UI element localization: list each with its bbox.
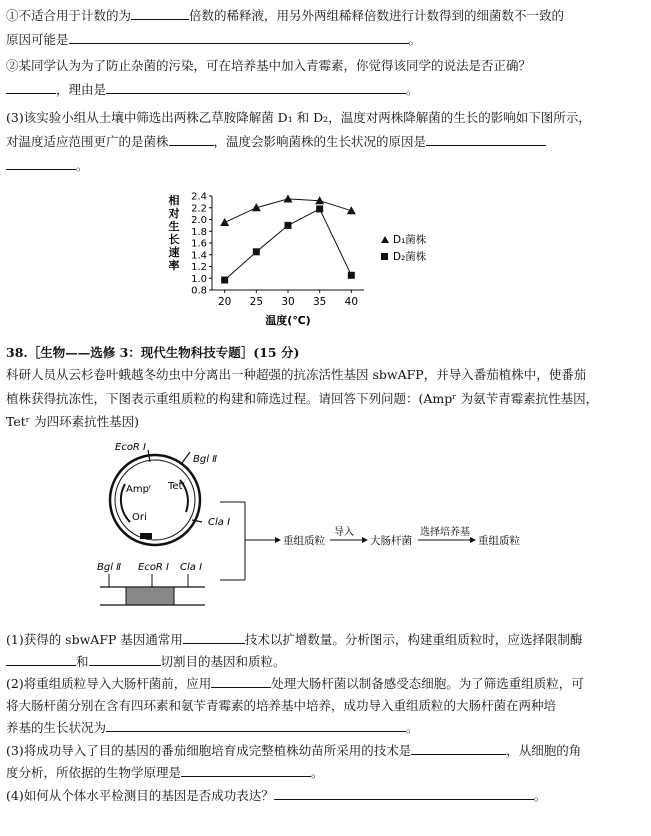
legend-d1-label: D₁菌株 [393,234,427,246]
flow-arrow2-label: 选择培养基 [420,527,470,538]
y-tick-label: 0.8 [191,285,207,297]
y-tick-label: 1.2 [191,262,207,273]
y-label-char: 速 [168,246,180,259]
period: 。 [76,158,89,173]
chart-y-label [168,193,180,272]
q38-intro-2-text: 植株获得抗冻性，下图表示重组质粒的构建和筛选过程。请回答下列问题：(Ampʳ 为氨苄青霉素抗性基因， [6,391,599,406]
blank-principle[interactable] [181,765,311,777]
blank-enzyme-2[interactable] [89,654,161,666]
q38-2-text-b: 处理大肠杆菌以制备感受态细胞。为了筛选重组质粒，可 [271,676,584,691]
q1c-text: (3)该实验小组从土壤中筛选出两株乙草胺降解菌 D₁ 和 D₂，温度对两株降解菌的生长的影响如下图所示， [6,110,591,125]
d1-point [220,218,229,226]
line-q1b [6,58,531,74]
growth-rate-chart [160,190,490,330]
ori-segment [140,533,152,539]
d2-point [285,222,292,229]
q38-4-line1 [6,788,546,804]
arrow-head-0 [275,537,281,543]
y-tick-label: 1.4 [191,250,207,262]
blank-reason-2[interactable] [106,82,406,94]
q38-1-line1 [6,632,582,648]
q1a-reason: 原因可能是 [6,32,69,47]
x-tick-label: 25 [249,296,264,308]
q38-2-line1 [6,676,584,692]
legend-d1-marker [381,236,389,243]
label-bgl-top: Bgl Ⅱ [193,454,218,465]
q38-1-line2 [6,654,286,670]
blank-treatment[interactable] [211,676,271,688]
q38-3-text-c: 度分析，所依据的生物学原理是 [6,765,182,780]
y-tick-label: 1.0 [191,273,207,285]
q38-1-text-d: 切割目的基因和质粒。 [160,654,286,669]
legend-d2-label: D₂菌株 [393,251,427,263]
label-ecori-top: EcoR Ⅰ [115,442,147,453]
q38-3-line1 [6,743,581,759]
site-bgl-tick [182,452,190,463]
line-q1c [6,110,591,126]
blank-growth[interactable] [106,720,406,732]
arrow-head-1 [362,537,368,543]
d2-point [221,277,228,284]
x-tick-label: 30 [281,296,295,308]
flow-recombinant-1: 重组质粒 [283,535,325,547]
y-label-char: 对 [168,207,180,220]
x-tick-label: 40 [344,296,359,308]
line-q1c3 [6,158,89,174]
y-tick-label: 1.6 [191,238,207,250]
period: 。 [533,788,547,803]
q38-2-line3 [6,720,419,736]
chart-x-ticks [218,290,358,308]
q38-1-text-c: 和 [76,654,89,669]
line-q1b-reason [6,82,419,98]
q38-heading [6,345,299,361]
q1b-text: ②某同学认为为了防止杂菌的污染，可在培养基中加入青霉素，你觉得该同学的说法是否正确？ [6,58,532,73]
line-q1c2 [6,134,546,150]
y-label-char: 长 [168,233,180,246]
label-ecori-bottom: EcoR Ⅰ [138,562,170,573]
q1c-text2: 对温度适应范围更广的是菌株 [6,134,169,149]
q38-2-text-d: 养基的生长状况为 [6,720,107,735]
q38-1-text-a: (1)获得的 sbwAFP 基因通常用 [6,632,183,647]
line-q1a-reason [6,32,421,48]
q1b-reason: ，理由是 [56,82,107,97]
blank-dilution[interactable] [131,8,189,20]
y-label-char: 相 [168,194,180,207]
y-tick-label: 2.2 [191,203,207,215]
label-ori: Ori [132,512,147,523]
label-tet: Tetʳ [168,481,186,492]
label-bgl-bottom: Bgl Ⅱ [97,562,122,573]
d2-point [253,248,260,255]
q38-intro-3-text: Tetʳ 为四环素抗性基因) [6,414,139,429]
plasmid-ring-inner [115,460,195,540]
x-tick-label: 35 [312,296,327,308]
q38-3-text-a: (3)将成功导入了目的基因的番茄细胞培育成完整植株幼苗所采用的技术是 [6,743,412,758]
flow-ecoli: 大肠杆菌 [370,535,412,547]
q38-intro-3 [6,414,139,430]
label-amp: Ampʳ [126,484,152,495]
flow-recombinant-2: 重组质粒 [478,535,520,547]
plasmid-diagram [80,440,560,620]
target-gene-segment [126,587,174,605]
q38-2-line2 [6,698,556,714]
q38-intro-1 [6,367,586,383]
d2-point [316,205,323,212]
x-tick-label: 20 [217,296,232,308]
blank-reason-3[interactable] [426,134,546,146]
q38-1-text-b: 技术以扩增数量。分析图示，构建重组质粒时，应选择限制酶 [244,632,583,647]
period: 。 [406,720,419,735]
arrow-head-2 [470,537,476,543]
blank-detect[interactable] [274,788,534,800]
chart-x-label: 温度(℃) [265,314,311,327]
flow-arrow1-label: 导入 [334,527,354,538]
blank-technique[interactable] [183,632,245,644]
label-cla-right: Cla Ⅰ [208,517,231,528]
q38-intro-2 [6,391,598,407]
blank-enzyme-1[interactable] [6,654,76,666]
q1c-text3: ，温度会影响菌株的生长状况的原因是 [213,134,427,149]
blank-reason-3b[interactable] [6,158,76,170]
blank-culture-tech[interactable] [411,743,506,755]
chart-y-ticks [191,192,212,297]
y-label-char: 生 [168,220,180,233]
d1-point [284,194,293,202]
period: 。 [311,765,324,780]
period: 。 [408,32,422,47]
q38-heading-text: 38.［生物——选修 3：现代生物科技专题］(15 分) [6,345,300,360]
line-q1a [6,8,564,24]
period: 。 [406,82,419,97]
blank-correct[interactable] [6,82,56,94]
q38-3-line2 [6,765,324,781]
q38-intro-1-text: 科研人员从云杉卷叶蛾越冬幼虫中分离出一种超强的抗冻活性基因 sbwAFP，并导入番茄植株中，使番茄 [6,367,587,382]
legend-d2-marker [381,253,388,260]
chart-series [220,194,356,283]
y-label-char: 率 [168,259,180,272]
chart-legend [381,233,427,263]
q38-2-text-c: 将大肠杆菌分别在含有四环素和氨苄青霉素的培养基中培养，成功导入重组质粒的大肠杆菌在两种培 [6,698,557,713]
q1a-text: ①不适合用于计数的为 [6,8,132,23]
series-line-2 [225,209,352,280]
q38-3-text-b: ，从细胞的角 [506,743,582,758]
d2-point [348,272,355,279]
y-tick-label: 2.4 [191,191,207,203]
y-tick-label: 1.8 [191,226,207,238]
y-tick-label: 2.0 [191,215,207,226]
q38-4-text-a: (4)如何从个体水平检测目的基因是否成功表达？ [6,788,274,803]
label-cla-bottom: Cla Ⅰ [180,562,203,573]
series-line-1 [225,199,352,223]
blank-reason-1[interactable] [69,32,409,44]
q1a-text2: 倍数的稀释液，用另外两组稀释倍数进行计数得到的细菌数不一致的 [189,8,565,23]
q38-2-text-a: (2)将重组质粒导入大肠杆菌前，应用 [6,676,212,691]
plasmid-ring-outer [110,455,200,545]
blank-strain[interactable] [169,134,214,146]
